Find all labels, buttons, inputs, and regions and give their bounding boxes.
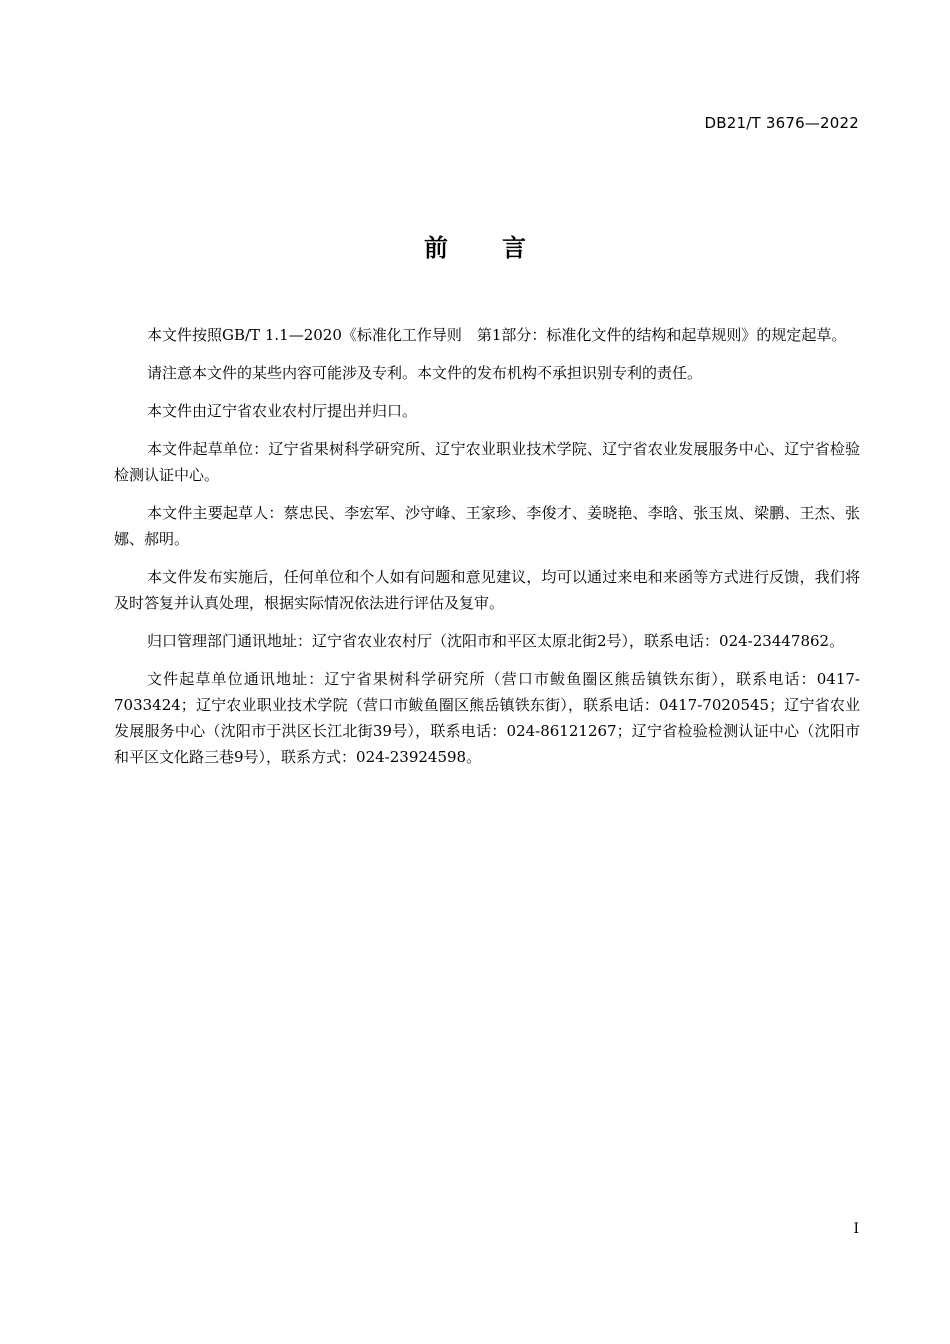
paragraph-proposer: 本文件由辽宁省农业农村厅提出并归口。 [147, 402, 418, 420]
paragraph-patent-notice: 请注意本文件的某些内容可能涉及专利。本文件的发布机构不承担识别专利的责任。 [147, 364, 703, 382]
title-char-2: 言 [502, 234, 526, 262]
paragraph-drafting-addresses: 文件起草单位通讯地址：辽宁省果树科学研究所（营口市鲅鱼圈区熊岳镇铁东街），联系电话：0417-7033424；辽宁农业职业技术学院（营口市鲅鱼圈区熊岳镇铁东街），联系电话：0417-7020545；辽宁省农业发展服务中心（沈阳市于洪区长江北街39号），联系电话：024-86121267；辽宁省检验检测认证中心（沈阳市和平区文化路三巷9号），联系方式：024-23924598。 [114, 670, 860, 766]
preface-body [114, 322, 860, 782]
paragraph-drafting-units: 本文件起草单位：辽宁省果树科学研究所、辽宁农业职业技术学院、辽宁省农业发展服务中心、辽宁省检验检测认证中心。 [114, 440, 860, 484]
page-title [0, 228, 950, 263]
page-number: I [853, 1221, 859, 1237]
paragraph-drafting-rules: 本文件按照GB/T 1.1—2020《标准化工作导则 第1部分：标准化文件的结构和起草规则》的规定起草。 [147, 326, 847, 344]
paragraph-feedback: 本文件发布实施后，任何单位和个人如有问题和意见建议，均可以通过来电和来函等方式进行反馈，我们将及时答复并认真处理，根据实际情况依法进行评估及复审。 [114, 568, 860, 612]
paragraph-admin-address: 归口管理部门通讯地址：辽宁省农业农村厅（沈阳市和平区太原北街2号），联系电话：024-23447862。 [147, 632, 845, 650]
title-char-1: 前 [424, 234, 448, 262]
document-code: DB21/T 3676—2022 [704, 114, 859, 132]
paragraph-drafters: 本文件主要起草人：蔡忠民、李宏军、沙守峰、王家珍、李俊才、姜晓艳、李晗、张玉岚、梁鹏、王杰、张娜、郝明。 [114, 504, 860, 548]
